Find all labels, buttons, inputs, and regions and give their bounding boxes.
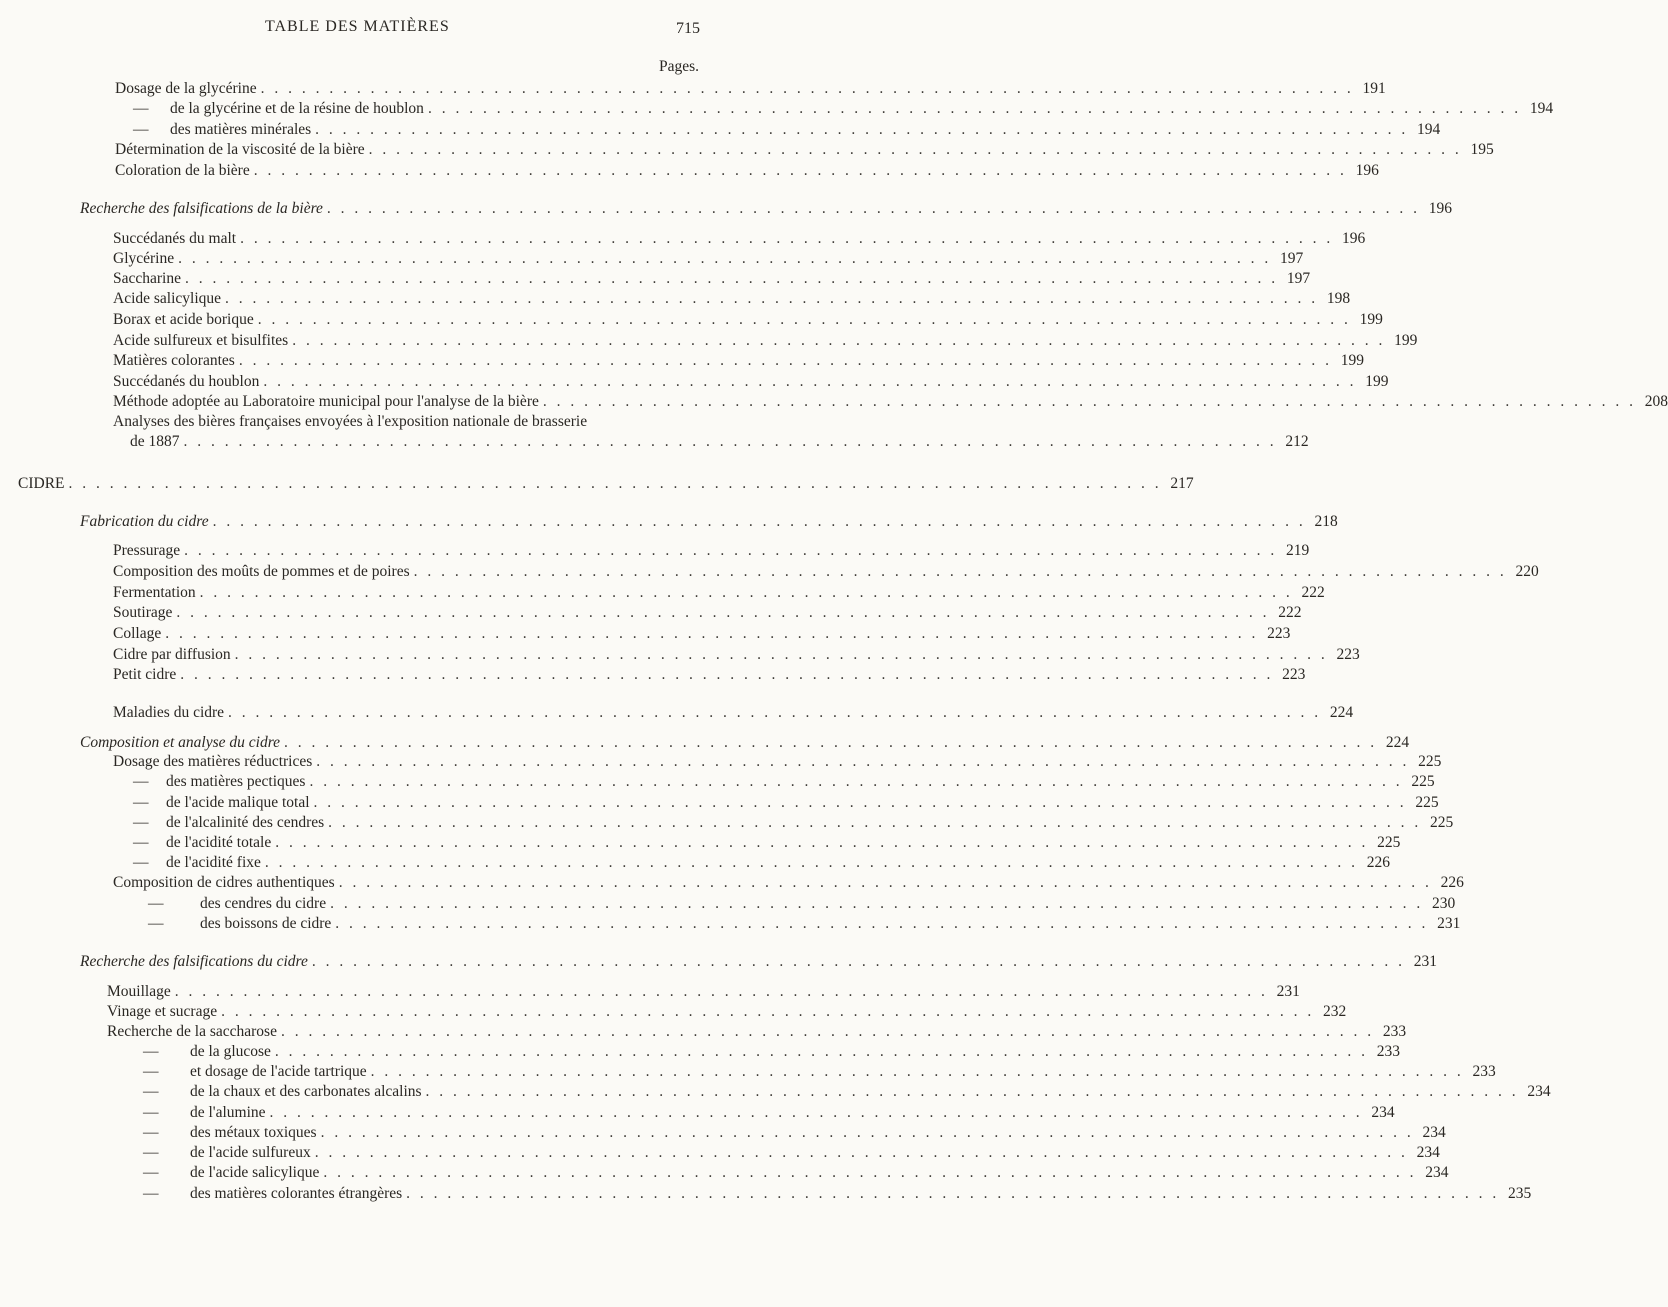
toc-entry-label: de l'alumine bbox=[190, 1104, 266, 1121]
dot-leader: . . . . . . . . . . . . . . . . . . . . . . . . . . . . . . . . . . . . . . . . . . . . . . . . . . . . . . . . . . . . . . . . . . . . . . . . . . . . . . . . bbox=[316, 753, 1410, 770]
toc-entry-de-l-acidite-totale[interactable] bbox=[166, 834, 1401, 854]
dot-leader: . . . . . . . . . . . . . . . . . . . . . . . . . . . . . . . . . . . . . . . . . . . . . . . . . . . . . . . . . . . . . . . . . . . . . . . . . . . . . . . . bbox=[413, 563, 1507, 580]
toc-entry-label: Recherche des falsifications du cidre bbox=[80, 953, 308, 970]
toc-entry-label: Matières colorantes bbox=[113, 352, 235, 369]
toc-entry-page: 233 bbox=[1472, 1063, 1496, 1080]
toc-entry-label: Dosage des matières réductrices bbox=[113, 753, 313, 770]
ditto-dash: — bbox=[143, 1063, 159, 1080]
ditto-dash: — bbox=[133, 834, 149, 851]
toc-entry-composition-des-mouts-de-pommes-et-de-po[interactable] bbox=[113, 563, 1539, 583]
dot-leader: . . . . . . . . . . . . . . . . . . . . . . . . . . . . . . . . . . . . . . . . . . . . . . . . . . . . . . . . . . . . . . . . . . . . . . . . . . . . . . . . bbox=[269, 1104, 1363, 1121]
toc-entry-succedanes-du-houblon[interactable] bbox=[113, 373, 1389, 393]
toc-entry-recherche-des-falsifications-du-cidre[interactable] bbox=[80, 953, 1437, 973]
ditto-dash: — bbox=[148, 895, 164, 912]
toc-entry-label: Maladies du cidre bbox=[113, 704, 225, 721]
toc-entry-page: 230 bbox=[1431, 895, 1456, 912]
toc-entry-page: 220 bbox=[1515, 563, 1539, 580]
toc-entry-page: 218 bbox=[1314, 513, 1338, 530]
toc-entry-label: Succédanés du malt bbox=[113, 230, 237, 247]
toc-entry-label: de l'acidité totale bbox=[166, 834, 272, 851]
dot-leader: . . . . . . . . . . . . . . . . . . . . . . . . . . . . . . . . . . . . . . . . . . . . . . . . . . . . . . . . . . . . . . . . . . . . . . . . . . . . . . . . bbox=[253, 162, 1347, 179]
dot-leader: . . . . . . . . . . . . . . . . . . . . . . . . . . . . . . . . . . . . . . . . . . . . . . . . . . . . . . . . . . . . . . . . . . . . . . . . . . . . . . . . bbox=[326, 200, 1421, 217]
toc-entry-page: 233 bbox=[1376, 1043, 1401, 1060]
dot-leader: . . . . . . . . . . . . . . . . . . . . . . . . . . . . . . . . . . . . . . . . . . . . . . . . . . . . . . . . . . . . . . . . . . . . . . . . . . . . . . . . bbox=[427, 100, 1522, 117]
dot-leader: . . . . . . . . . . . . . . . . . . . . . . . . . . . . . . . . . . . . . . . . . . . . . . . . . . . . . . . . . . . . . . . . . . . . . . . . . . . . . . . . bbox=[314, 1144, 1408, 1161]
dot-leader: . . . . . . . . . . . . . . . . . . . . . . . . . . . . . . . . . . . . . . . . . . . . . . . . . . . . . . . . . . . . . . . . . . . . . . . . . . . . . . . . bbox=[338, 874, 1432, 891]
toc-entry-des-matieres-minerales[interactable] bbox=[170, 121, 1441, 141]
toc-entry-mouillage[interactable] bbox=[107, 983, 1300, 1003]
toc-entry-page: 231 bbox=[1276, 983, 1300, 1000]
toc-entry-de-l-acide-salicylique[interactable] bbox=[190, 1164, 1449, 1184]
toc-entry-label: Acide sulfureux et bisulfites bbox=[113, 332, 289, 349]
ditto-dash: — bbox=[133, 854, 149, 871]
toc-entry-page: 234 bbox=[1422, 1124, 1446, 1141]
toc-entry-composition-et-analyse-du-cidre[interactable] bbox=[80, 734, 1410, 754]
toc-entry-des-matieres-colorantes-etrangeres[interactable] bbox=[190, 1185, 1532, 1205]
toc-entry-label: Saccharine bbox=[113, 270, 181, 287]
toc-entry-des-matieres-pectiques[interactable] bbox=[166, 773, 1435, 793]
ditto-dash: — bbox=[143, 1043, 159, 1060]
toc-entry-acide-salicylique[interactable] bbox=[113, 290, 1351, 310]
ditto-dash: — bbox=[133, 773, 149, 790]
toc-entry-des-boissons-de-cidre[interactable] bbox=[200, 915, 1461, 935]
toc-entry-label: Fabrication du cidre bbox=[80, 513, 209, 530]
ditto-dash: — bbox=[143, 1083, 159, 1100]
toc-entry-recherche-de-la-saccharose[interactable] bbox=[107, 1023, 1407, 1043]
toc-entry-cidre[interactable] bbox=[18, 475, 1194, 495]
dot-leader: . . . . . . . . . . . . . . . . . . . . . . . . . . . . . . . . . . . . . . . . . . . . . . . . . . . . . . . . . . . . . . . . . . . . . . . . . . . . . . . . bbox=[180, 666, 1274, 683]
dot-leader: . . . . . . . . . . . . . . . . . . . . . . . . . . . . . . . . . . . . . . . . . . . . . . . . . . . . . . . . . . . . . . . . . . . . . . . . . . . . . . . . bbox=[280, 1023, 1375, 1040]
toc-entry-page: 234 bbox=[1416, 1144, 1440, 1161]
dot-leader: . . . . . . . . . . . . . . . . . . . . . . . . . . . . . . . . . . . . . . . . . . . . . . . . . . . . . . . . . . . . . . . . . . . . . . . . . . . . . . . . bbox=[309, 773, 1403, 790]
ditto-dash: — bbox=[143, 1185, 159, 1202]
toc-entry-label: Détermination de la viscosité de la bière bbox=[115, 141, 365, 158]
ditto-dash: — bbox=[143, 1144, 159, 1161]
toc-entry-page: 231 bbox=[1413, 953, 1437, 970]
toc-entry-determination-de-la-viscosite-de-la-bier[interactable] bbox=[115, 141, 1494, 161]
toc-entry-page: 223 bbox=[1267, 625, 1291, 642]
dot-leader: . . . . . . . . . . . . . . . . . . . . . . . . . . . . . . . . . . . . . . . . . . . . . . . . . . . . . . . . . . . . . . . . . . . . . . . . . . . . . . . . bbox=[174, 983, 1268, 1000]
dot-leader: . . . . . . . . . . . . . . . . . . . . . . . . . . . . . . . . . . . . . . . . . . . . . . . . . . . . . . . . . . . . . . . . . . . . . . . . . . . . . . . . bbox=[368, 141, 1462, 158]
toc-entry-label: Coloration de la bière bbox=[115, 162, 250, 179]
dot-leader: . . . . . . . . . . . . . . . . . . . . . . . . . . . . . . . . . . . . . . . . . . . . . . . . . . . . . . . . . . . . . . . . . . . . . . . . . . . . . . . . bbox=[185, 270, 1279, 287]
ditto-dash: — bbox=[133, 100, 149, 117]
toc-entry-label: Cidre par diffusion bbox=[113, 646, 231, 663]
ditto-dash: — bbox=[133, 794, 149, 811]
dot-leader: . . . . . . . . . . . . . . . . . . . . . . . . . . . . . . . . . . . . . . . . . . . . . . . . . . . . . . . . . . . . . . . . . . . . . . . . . . . . . . . . bbox=[542, 393, 1636, 410]
toc-entry-label: Mouillage bbox=[107, 983, 171, 1000]
toc-entry-label: de la chaux et des carbonates alcalins bbox=[190, 1083, 422, 1100]
toc-entry-label: des métaux toxiques bbox=[190, 1124, 317, 1141]
toc-entry-page: 195 bbox=[1470, 141, 1494, 158]
toc-entry-page: 212 bbox=[1285, 433, 1309, 450]
toc-entry-acide-sulfureux-et-bisulfites[interactable] bbox=[113, 332, 1418, 352]
toc-entry-label: des cendres du cidre bbox=[200, 895, 327, 912]
pages-column-label: Pages. bbox=[659, 58, 700, 75]
toc-entry-fermentation[interactable] bbox=[113, 584, 1325, 604]
dot-leader: . . . . . . . . . . . . . . . . . . . . . . . . . . . . . . . . . . . . . . . . . . . . . . . . . . . . . . . . . . . . . . . . . . . . . . . . . . . . . . . . bbox=[183, 433, 1277, 450]
dot-leader: . . . . . . . . . . . . . . . . . . . . . . . . . . . . . . . . . . . . . . . . . . . . . . . . . . . . . . . . . . . . . . . . . . . . . . . . . . . . . . . . bbox=[221, 1003, 1315, 1020]
toc-entry-page: 225 bbox=[1377, 834, 1401, 851]
toc-entry-label: CIDRE bbox=[18, 475, 65, 492]
dot-leader: . . . . . . . . . . . . . . . . . . . . . . . . . . . . . . . . . . . . . . . . . . . . . . . . . . . . . . . . . . . . . . . . . . . . . . . . . . . . . . . . bbox=[165, 625, 1259, 642]
toc-entry-page: 199 bbox=[1394, 332, 1418, 349]
toc-entry-label: Acide salicylique bbox=[113, 290, 222, 307]
toc-entry-label: de l'acide sulfureux bbox=[190, 1144, 311, 1161]
toc-entry-label: Composition des moûts de pommes et de poires bbox=[113, 563, 410, 580]
ditto-dash: — bbox=[143, 1104, 159, 1121]
toc-entry-page: 199 bbox=[1359, 311, 1383, 328]
dot-leader: . . . . . . . . . . . . . . . . . . . . . . . . . . . . . . . . . . . . . . . . . . . . . . . . . . . . . . . . . . . . . . . . . . . . . . . . . . . . . . . . bbox=[263, 373, 1357, 390]
toc-entry-label: de la glycérine et de la résine de houblon bbox=[170, 100, 424, 117]
toc-entry-label: Recherche de la saccharose bbox=[107, 1023, 277, 1040]
toc-entry-label: Méthode adoptée au Laboratoire municipal pour l'analyse de la bière bbox=[113, 393, 539, 410]
dot-leader: . . . . . . . . . . . . . . . . . . . . . . . . . . . . . . . . . . . . . . . . . . . . . . . . . . . . . . . . . . . . . . . . . . . . . . . . . . . . . . . . bbox=[328, 814, 1422, 831]
toc-entry-label: de l'acide malique total bbox=[166, 794, 310, 811]
toc-entry-page: 197 bbox=[1286, 270, 1311, 287]
toc-entry-soutirage[interactable] bbox=[113, 604, 1302, 624]
toc-entry-vinage-et-sucrage[interactable] bbox=[107, 1003, 1347, 1023]
toc-entry-succedanes-du-malt[interactable] bbox=[113, 230, 1366, 250]
toc-entry-label: de la glucose bbox=[190, 1043, 271, 1060]
dot-leader: . . . . . . . . . . . . . . . . . . . . . . . . . . . . . . . . . . . . . . . . . . . . . . . . . . . . . . . . . . . . . . . . . . . . . . . . . . . . . . . . bbox=[274, 1043, 1369, 1060]
toc-entry-glycerine[interactable] bbox=[113, 250, 1304, 270]
toc-entry-page: 234 bbox=[1527, 1083, 1551, 1100]
toc-entry-page: 231 bbox=[1437, 915, 1461, 932]
toc-entry-label: Succédanés du houblon bbox=[113, 373, 260, 390]
toc-entry-page: 198 bbox=[1326, 290, 1351, 307]
toc-entry-cidre-par-diffusion[interactable] bbox=[113, 646, 1360, 666]
running-title: TABLE DES MATIÈRES bbox=[265, 18, 450, 35]
dot-leader: . . . . . . . . . . . . . . . . . . . . . . . . . . . . . . . . . . . . . . . . . . . . . . . . . . . . . . . . . . . . . . . . . . . . . . . . . . . . . . . . bbox=[176, 604, 1270, 621]
toc-entry-de-l-acide-malique-total[interactable] bbox=[166, 794, 1439, 814]
toc-entry-label: Borax et acide borique bbox=[113, 311, 254, 328]
dot-leader: . . . . . . . . . . . . . . . . . . . . . . . . . . . . . . . . . . . . . . . . . . . . . . . . . . . . . . . . . . . . . . . . . . . . . . . . . . . . . . . . bbox=[178, 250, 1272, 267]
toc-entry-borax-et-acide-borique[interactable] bbox=[113, 311, 1383, 331]
toc-entry-page: 217 bbox=[1170, 475, 1194, 492]
toc-entry-et-dosage-de-l-acide-tartrique[interactable] bbox=[190, 1063, 1496, 1083]
ditto-dash: — bbox=[133, 814, 149, 831]
toc-entry-petit-cidre[interactable] bbox=[113, 666, 1306, 686]
toc-entry-methode-adoptee-au-laboratoire-municipal[interactable] bbox=[113, 393, 1668, 413]
toc-entry-page: 234 bbox=[1371, 1104, 1395, 1121]
dot-leader: . . . . . . . . . . . . . . . . . . . . . . . . . . . . . . . . . . . . . . . . . . . . . . . . . . . . . . . . . . . . . . . . . . . . . . . . . . . . . . . . bbox=[406, 1185, 1500, 1202]
dot-leader: . . . . . . . . . . . . . . . . . . . . . . . . . . . . . . . . . . . . . . . . . . . . . . . . . . . . . . . . . . . . . . . . . . . . . . . . . . . . . . . . bbox=[212, 513, 1306, 530]
ditto-dash: — bbox=[143, 1124, 159, 1141]
toc-entry-de-l-acidite-fixe[interactable] bbox=[166, 854, 1391, 874]
toc-entry-page: 194 bbox=[1529, 100, 1554, 117]
toc-entry-page: 223 bbox=[1336, 646, 1360, 663]
dot-leader: . . . . . . . . . . . . . . . . . . . . . . . . . . . . . . . . . . . . . . . . . . . . . . . . . . . . . . . . . . . . . . . . . . . . . . . . . . . . . . . . bbox=[257, 311, 1351, 328]
dot-leader: . . . . . . . . . . . . . . . . . . . . . . . . . . . . . . . . . . . . . . . . . . . . . . . . . . . . . . . . . . . . . . . . . . . . . . . . . . . . . . . . bbox=[68, 475, 1162, 492]
toc-entry-label: et dosage de l'acide tartrique bbox=[190, 1063, 367, 1080]
toc-entry-label: Composition et analyse du cidre bbox=[80, 734, 281, 751]
dot-leader: . . . . . . . . . . . . . . . . . . . . . . . . . . . . . . . . . . . . . . . . . . . . . . . . . . . . . . . . . . . . . . . . . . . . . . . . . . . . . . . . bbox=[315, 121, 1409, 138]
dot-leader: . . . . . . . . . . . . . . . . . . . . . . . . . . . . . . . . . . . . . . . . . . . . . . . . . . . . . . . . . . . . . . . . . . . . . . . . . . . . . . . . bbox=[264, 854, 1359, 871]
dot-leader: . . . . . . . . . . . . . . . . . . . . . . . . . . . . . . . . . . . . . . . . . . . . . . . . . . . . . . . . . . . . . . . . . . . . . . . . . . . . . . . . bbox=[260, 80, 1354, 97]
toc-entry-matieres-colorantes[interactable] bbox=[113, 352, 1364, 372]
toc-entry-page: 225 bbox=[1411, 773, 1435, 790]
toc-entry-label: de l'alcalinité des cendres bbox=[166, 814, 325, 831]
toc-entry-page: 191 bbox=[1362, 80, 1386, 97]
toc-entry-label: des boissons de cidre bbox=[200, 915, 332, 932]
toc-entry-de-la-chaux-et-des-carbonates-alcalins[interactable] bbox=[190, 1083, 1551, 1103]
toc-entry-page: 208 bbox=[1644, 393, 1668, 410]
toc-entry-composition-de-cidres-authentiques[interactable] bbox=[113, 874, 1464, 894]
toc-entry-label: Petit cidre bbox=[113, 666, 177, 683]
toc-entry-page: 226 bbox=[1366, 854, 1391, 871]
toc-entry-page: 232 bbox=[1322, 1003, 1347, 1020]
dot-leader: . . . . . . . . . . . . . . . . . . . . . . . . . . . . . . . . . . . . . . . . . . . . . . . . . . . . . . . . . . . . . . . . . . . . . . . . . . . . . . . . bbox=[199, 584, 1293, 601]
dot-leader: . . . . . . . . . . . . . . . . . . . . . . . . . . . . . . . . . . . . . . . . . . . . . . . . . . . . . . . . . . . . . . . . . . . . . . . . . . . . . . . . bbox=[240, 230, 1334, 247]
toc-entry-page: 199 bbox=[1340, 352, 1364, 369]
toc-entry-label: de l'acide salicylique bbox=[190, 1164, 320, 1181]
toc-entry-saccharine[interactable] bbox=[113, 270, 1311, 290]
page-header bbox=[0, 18, 800, 46]
ditto-dash: — bbox=[133, 121, 149, 138]
dot-leader: . . . . . . . . . . . . . . . . . . . . . . . . . . . . . . . . . . . . . . . . . . . . . . . . . . . . . . . . . . . . . . . . . . . . . . . . . . . . . . . . bbox=[425, 1083, 1519, 1100]
toc-entry-page: 196 bbox=[1428, 200, 1453, 217]
toc-entry-page: 194 bbox=[1417, 121, 1441, 138]
toc-entry-de-la-glucose[interactable] bbox=[190, 1043, 1401, 1063]
page-number: 715 bbox=[676, 20, 700, 37]
toc-entry-de-l-acide-sulfureux[interactable] bbox=[190, 1144, 1440, 1164]
toc-entry-label: Dosage de la glycérine bbox=[115, 80, 257, 97]
toc-entry-label: des matières pectiques bbox=[166, 773, 306, 790]
toc-entry-dosage-de-la-glycerine[interactable] bbox=[115, 80, 1386, 100]
toc-entry-de-l-alcalinite-des-cendres[interactable] bbox=[166, 814, 1454, 834]
toc-entry-continuation-label: de 1887 bbox=[130, 433, 180, 450]
toc-entry-page: 225 bbox=[1430, 814, 1454, 831]
toc-entry-analyses-des-bieres-francaises-envoyees-[interactable] bbox=[113, 413, 587, 433]
toc-entry-recherche-des-falsifications-de-la-biere[interactable] bbox=[80, 200, 1453, 220]
toc-entry-page: 235 bbox=[1508, 1185, 1532, 1202]
dot-leader: . . . . . . . . . . . . . . . . . . . . . . . . . . . . . . . . . . . . . . . . . . . . . . . . . . . . . . . . . . . . . . . . . . . . . . . . . . . . . . . . bbox=[275, 834, 1369, 851]
toc-entry-page: 222 bbox=[1278, 604, 1302, 621]
dot-leader: . . . . . . . . . . . . . . . . . . . . . . . . . . . . . . . . . . . . . . . . . . . . . . . . . . . . . . . . . . . . . . . . . . . . . . . . . . . . . . . . bbox=[225, 290, 1319, 307]
toc-entry-label: Recherche des falsifications de la bière bbox=[80, 200, 323, 217]
toc-entry-page: 222 bbox=[1301, 584, 1325, 601]
dot-leader: . . . . . . . . . . . . . . . . . . . . . . . . . . . . . . . . . . . . . . . . . . . . . . . . . . . . . . . . . . . . . . . . . . . . . . . . . . . . . . . . bbox=[323, 1164, 1417, 1181]
toc-entry-page: 225 bbox=[1418, 753, 1442, 770]
dot-leader: . . . . . . . . . . . . . . . . . . . . . . . . . . . . . . . . . . . . . . . . . . . . . . . . . . . . . . . . . . . . . . . . . . . . . . . . . . . . . . . . bbox=[330, 895, 1424, 912]
toc-entry-page: 196 bbox=[1355, 162, 1379, 179]
toc-entry-page: 219 bbox=[1286, 542, 1310, 559]
toc-entry-des-cendres-du-cidre[interactable] bbox=[200, 895, 1456, 915]
toc-entry-page: 224 bbox=[1385, 734, 1410, 751]
toc-entry-page: 197 bbox=[1279, 250, 1304, 267]
dot-leader: . . . . . . . . . . . . . . . . . . . . . . . . . . . . . . . . . . . . . . . . . . . . . . . . . . . . . . . . . . . . . . . . . . . . . . . . . . . . . . . . bbox=[335, 915, 1429, 932]
dot-leader: . . . . . . . . . . . . . . . . . . . . . . . . . . . . . . . . . . . . . . . . . . . . . . . . . . . . . . . . . . . . . . . . . . . . . . . . . . . . . . . . bbox=[284, 734, 1378, 751]
toc-entry-page: 199 bbox=[1365, 373, 1389, 390]
ditto-dash: — bbox=[148, 915, 164, 932]
dot-leader: . . . . . . . . . . . . . . . . . . . . . . . . . . . . . . . . . . . . . . . . . . . . . . . . . . . . . . . . . . . . . . . . . . . . . . . . . . . . . . . . bbox=[234, 646, 1328, 663]
dot-leader: . . . . . . . . . . . . . . . . . . . . . . . . . . . . . . . . . . . . . . . . . . . . . . . . . . . . . . . . . . . . . . . . . . . . . . . . . . . . . . . . bbox=[370, 1063, 1464, 1080]
dot-leader: . . . . . . . . . . . . . . . . . . . . . . . . . . . . . . . . . . . . . . . . . . . . . . . . . . . . . . . . . . . . . . . . . . . . . . . . . . . . . . . . bbox=[320, 1124, 1414, 1141]
toc-entry-fabrication-du-cidre[interactable] bbox=[80, 513, 1338, 533]
toc-entry-label: Analyses des bières françaises envoyées à l'exposition nationale de brasserie bbox=[113, 413, 588, 430]
toc-entry-dosage-des-matieres-reductrices[interactable] bbox=[113, 753, 1442, 773]
ditto-dash: — bbox=[143, 1164, 159, 1181]
dot-leader: . . . . . . . . . . . . . . . . . . . . . . . . . . . . . . . . . . . . . . . . . . . . . . . . . . . . . . . . . . . . . . . . . . . . . . . . . . . . . . . . bbox=[292, 332, 1386, 349]
dot-leader: . . . . . . . . . . . . . . . . . . . . . . . . . . . . . . . . . . . . . . . . . . . . . . . . . . . . . . . . . . . . . . . . . . . . . . . . . . . . . . . . bbox=[228, 704, 1322, 721]
toc-entry-label: des matières colorantes étrangères bbox=[190, 1185, 403, 1202]
toc-entry-label: Collage bbox=[113, 625, 162, 642]
toc-entry-des-metaux-toxiques[interactable] bbox=[190, 1124, 1446, 1144]
toc-entry-label: de l'acidité fixe bbox=[166, 854, 261, 871]
toc-entry-label: Glycérine bbox=[113, 250, 175, 267]
toc-entry-pressurage[interactable] bbox=[113, 542, 1310, 562]
toc-entry-page: 225 bbox=[1415, 794, 1439, 811]
toc-entry-de-la-glycerine-et-de-la-resine-de-houbl[interactable] bbox=[170, 100, 1554, 120]
dot-leader: . . . . . . . . . . . . . . . . . . . . . . . . . . . . . . . . . . . . . . . . . . . . . . . . . . . . . . . . . . . . . . . . . . . . . . . . . . . . . . . . bbox=[313, 794, 1407, 811]
toc-entry-page: 223 bbox=[1282, 666, 1306, 683]
toc-entry-coloration-de-la-biere[interactable] bbox=[115, 162, 1379, 182]
toc-entry-label: Fermentation bbox=[113, 584, 196, 601]
toc-entry-maladies-du-cidre[interactable] bbox=[113, 704, 1354, 724]
toc-entry-de-l-alumine[interactable] bbox=[190, 1104, 1395, 1124]
toc-entry-label: Composition de cidres authentiques bbox=[113, 874, 335, 891]
toc-entry-page: 233 bbox=[1382, 1023, 1407, 1040]
dot-leader: . . . . . . . . . . . . . . . . . . . . . . . . . . . . . . . . . . . . . . . . . . . . . . . . . . . . . . . . . . . . . . . . . . . . . . . . . . . . . . . . bbox=[238, 352, 1332, 369]
toc-entry-page: 234 bbox=[1425, 1164, 1449, 1181]
toc-entry-collage[interactable] bbox=[113, 625, 1291, 645]
toc-entry-label: Vinage et sucrage bbox=[107, 1003, 218, 1020]
dot-leader: . . . . . . . . . . . . . . . . . . . . . . . . . . . . . . . . . . . . . . . . . . . . . . . . . . . . . . . . . . . . . . . . . . . . . . . . . . . . . . . . bbox=[184, 542, 1278, 559]
toc-entry-page: 226 bbox=[1440, 874, 1464, 891]
toc-entry-continuation[interactable] bbox=[130, 433, 1309, 453]
toc-entry-label: Pressurage bbox=[113, 542, 181, 559]
toc-entry-page: 224 bbox=[1329, 704, 1354, 721]
dot-leader: . . . . . . . . . . . . . . . . . . . . . . . . . . . . . . . . . . . . . . . . . . . . . . . . . . . . . . . . . . . . . . . . . . . . . . . . . . . . . . . . bbox=[311, 953, 1405, 970]
toc-entry-label: des matières minérales bbox=[170, 121, 312, 138]
toc-entry-page: 196 bbox=[1341, 230, 1366, 247]
toc-entry-label: Soutirage bbox=[113, 604, 173, 621]
